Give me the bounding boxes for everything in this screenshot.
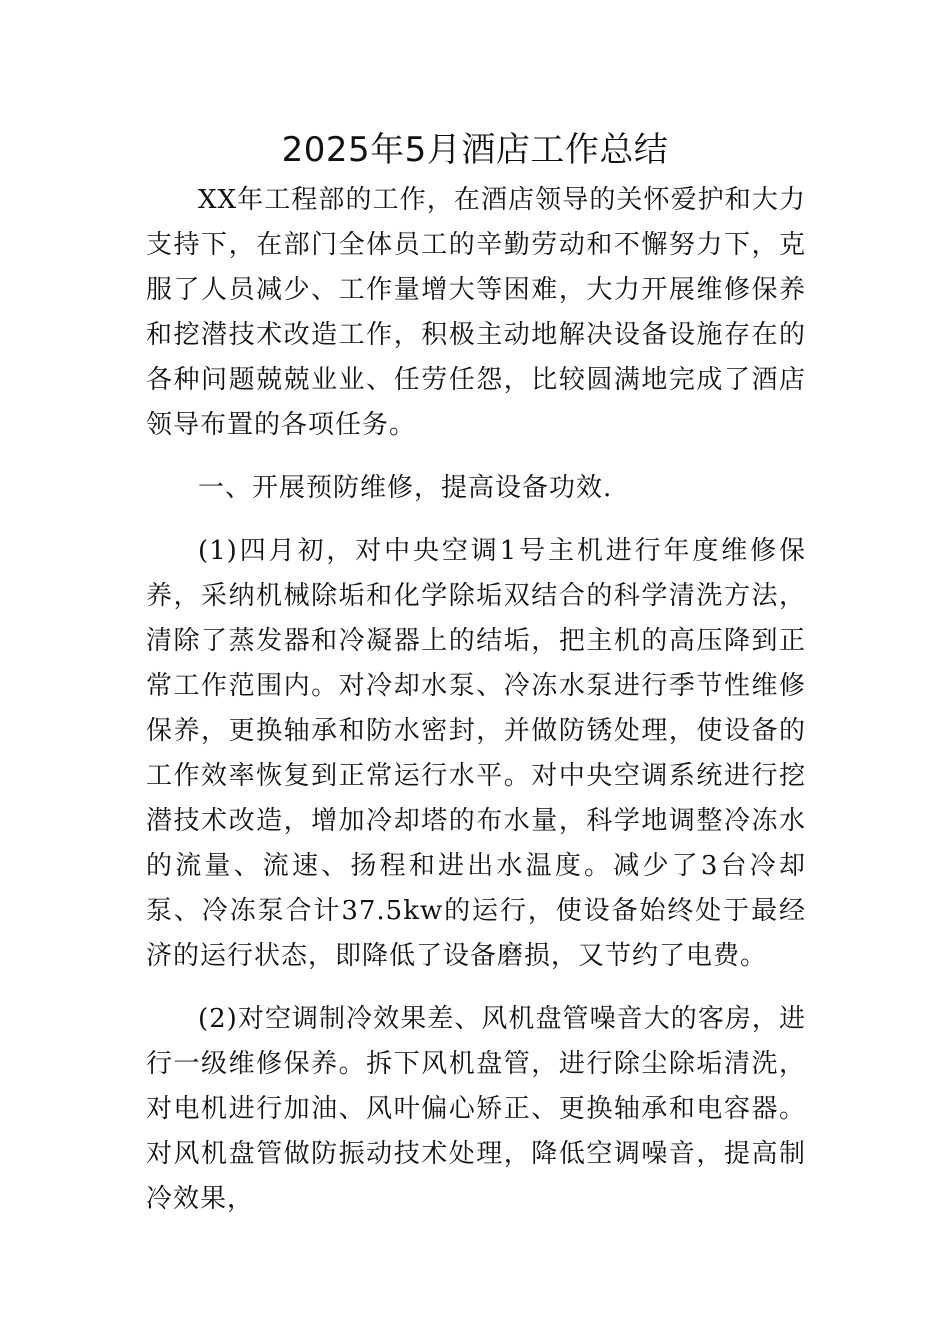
- document-title: 2025年5月酒店工作总结: [281, 130, 669, 170]
- paragraph-intro: XX年工程部的工作，在酒店领导的关怀爱护和大力支持下，在部门全体员工的辛勤劳动和不懈努力下，克服了人员减少、工作量增大等困难，大力开展维修保养和挖潜技术改造工作，积极主动地解决设备设施存在的各种问题兢兢业业、任劳任怨，比较圆满地完成了酒店领导布置的各项任务。: [146, 185, 806, 440]
- paragraph-item-1: (1)四月初，对中央空调1号主机进行年度维修保养，采纳机械除垢和化学除垢双结合的科学清洗方法，清除了蒸发器和冷凝器上的结垢，把主机的高压降到正常工作范围内。对冷却水泵、冷冻水泵进行季节性维修保养，更换轴承和防水密封，并做防锈处理，使设备的工作效率恢复到正常运行水平。对中央空调系统进行挖潜技术改造，增加冷却塔的布水量，科学地调整冷冻水的流量、流速、扬程和进出水温度。减少了3台冷却泵、冷冻泵合计37.5kw的运行，使设备始终处于最经济的运行状态，即降低了设备磨损，又节约了电费。: [146, 536, 806, 971]
- section-heading-1: 一、开展预防维修，提高设备功效.: [198, 473, 613, 503]
- document-body: [146, 178, 806, 1240]
- paragraph-item-2: (2)对空调制冷效果差、风机盘管噪音大的客房，进行一级维修保养。拆下风机盘管，进行除尘除垢清洗，对电机进行加油、风叶偏心矫正、更换轴承和电容器。对风机盘管做防振动技术处理，降低空调噪音，提高制冷效果，: [146, 1004, 806, 1214]
